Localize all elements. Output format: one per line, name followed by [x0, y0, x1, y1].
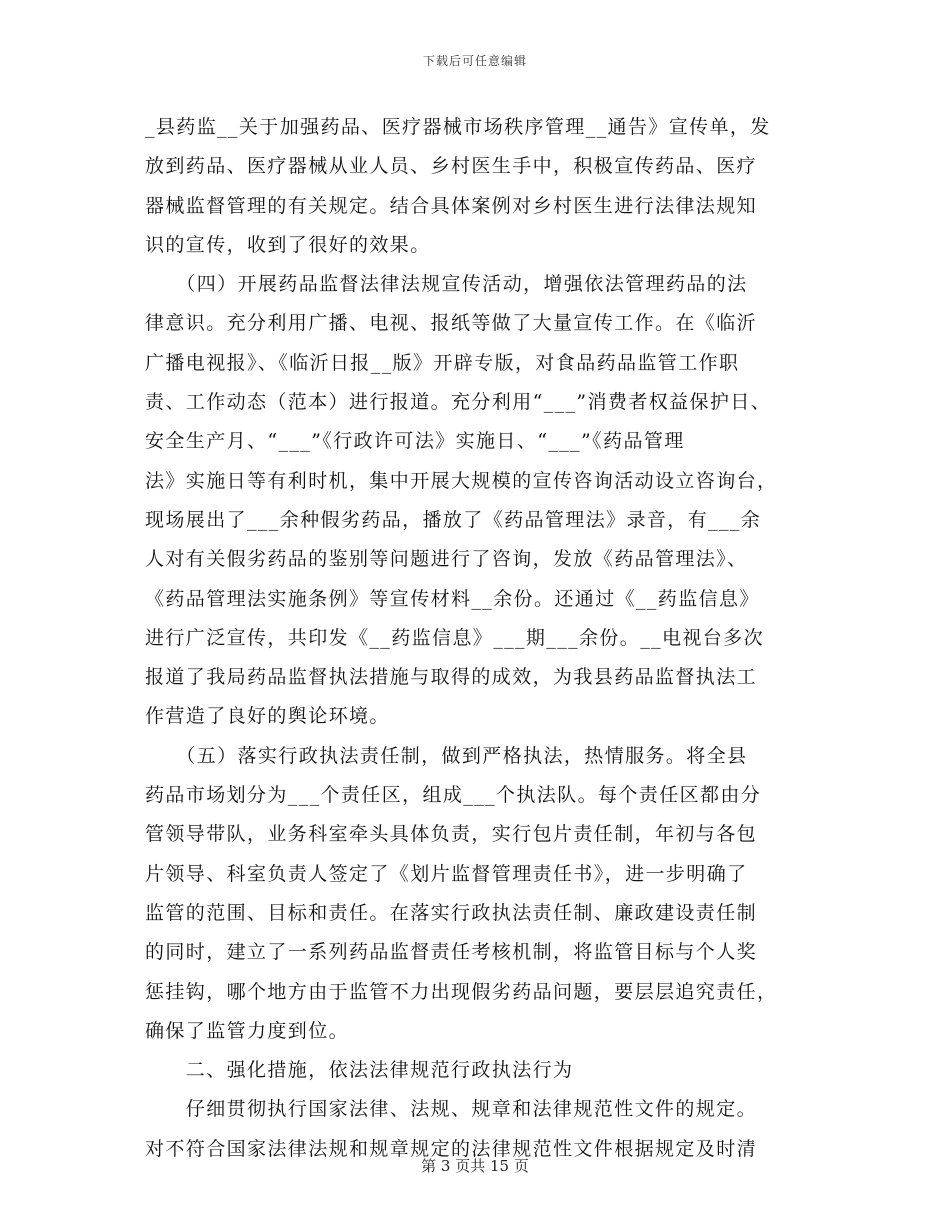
page-header-note: 下载后可任意编辑 [422, 54, 527, 68]
text-line: 律意识。充分利用广播、电视、报纸等做了大量宣传工作。在《临沂 [145, 312, 758, 335]
text-line: 人对有关假劣药品的鉴别等问题进行了咨询，发放《药品管理法》、 [145, 548, 748, 571]
text-line: 对不符合国家法律法规和规章规定的法律规范性文件根据规定及时清 [145, 1137, 758, 1160]
section-heading: 二、强化措施，依法法律规范行政执法行为 [145, 1059, 574, 1082]
document-body [145, 108, 810, 1169]
text-line: 药品市场划分为___个责任区，组成___个执法队。每个责任区都由分 [145, 784, 762, 807]
text-line: 的同时，建立了一系列药品监督责任考核机制，将监管目标与个人奖 [145, 941, 758, 964]
text-line: 惩挂钩，哪个地方由于监管不力出现假劣药品问题，要层层追究责任， [145, 980, 778, 1003]
text-line: 作营造了良好的舆论环境。 [145, 705, 390, 728]
text-line: （五）落实行政执法责任制，做到严格执法，热情服务。将全县 [145, 744, 748, 767]
text-line: 确保了监管力度到位。 [145, 1019, 350, 1042]
text-line: 器械监督管理的有关规定。结合具体案例对乡村医生进行法律法规知 [145, 194, 758, 217]
text-line: 片领导、科室负责人签定了《划片监督管理责任书》，进一步明确了 [145, 862, 748, 885]
text-line: 安全生产月、“___”《行政许可法》实施日、“___”《药品管理 [145, 430, 685, 453]
text-line: 报道了我局药品监督执法措施与取得的成效，为我县药品监督执法工 [145, 666, 758, 689]
text-line: 仔细贯彻执行国家法律、法规、规章和法律规范性文件的规定。 [145, 1098, 758, 1121]
text-line: 法》实施日等有利时机，集中开展大规模的宣传咨询活动设立咨询台， [145, 469, 778, 492]
text-line: _县药监__关于加强药品、医疗器械市场秩序管理__通告》宣传单，发 [145, 116, 771, 138]
text-line: 管领导带队，业务科室牵头具体负责，实行包片责任制，年初与各包 [145, 823, 758, 846]
text-line: 识的宣传，收到了很好的效果。 [145, 233, 431, 256]
text-line: 监管的范围、目标和责任。在落实行政执法责任制、廉政建设责任制 [145, 901, 758, 924]
page-number: 第 3 页共 15 页 [421, 1157, 529, 1175]
text-line: 放到药品、医疗器械从业人员、乡村医生手中，积极宣传药品、医疗 [145, 155, 758, 178]
text-line: 进行广泛宣传，共印发《__药监信息》___期___余份。__电视台多次 [145, 626, 765, 649]
text-line: 《药品管理法实施条例》等宣传材料__余份。还通过《__药监信息》 [145, 587, 760, 610]
text-line: 责、工作动态（范本）进行报道。充分利用“___”消费者权益保护日、 [145, 391, 772, 414]
text-line: 广播电视报》、《临沂日报__版》开辟专版，对食品药品监管工作职 [145, 351, 740, 374]
text-line: 现场展出了___余种假劣药品，播放了《药品管理法》录音，有___余 [145, 508, 762, 531]
text-line: （四）开展药品监督法律法规宣传活动，增强依法管理药品的法 [145, 273, 748, 296]
